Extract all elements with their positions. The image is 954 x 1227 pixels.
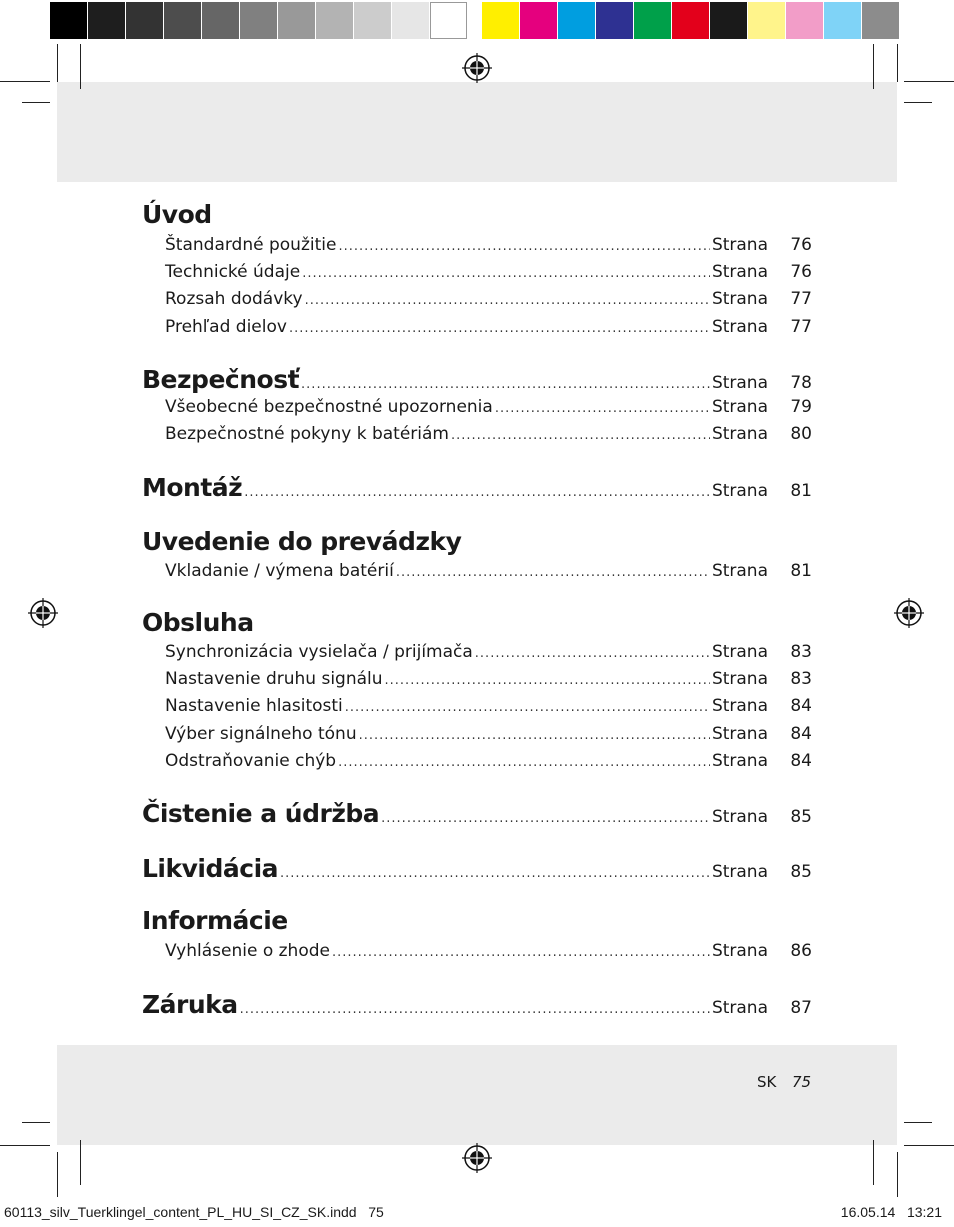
toc-section-heading-title: Informácie — [142, 906, 288, 935]
page-ref: 76 — [790, 235, 812, 255]
registration-mark-icon — [28, 598, 58, 628]
page-label: Strana — [711, 262, 768, 283]
dot-leader — [301, 377, 710, 392]
toc-section-heading — [142, 365, 812, 394]
toc-entry-title: Synchronizácia vysielača / prijímača — [165, 642, 473, 662]
crop-mark — [873, 44, 874, 89]
process-color-bar — [482, 2, 900, 39]
toc-entry — [142, 262, 812, 282]
page-ref: 79 — [790, 397, 812, 417]
toc-entry — [142, 235, 812, 255]
dot-leader — [345, 700, 710, 715]
crop-mark — [873, 1140, 874, 1185]
page-ref: 80 — [790, 424, 812, 445]
bottom-gray-band — [57, 1045, 897, 1145]
dot-leader — [302, 266, 710, 281]
registration-mark-icon — [462, 1143, 492, 1173]
crop-mark — [80, 44, 81, 89]
color-swatch — [672, 2, 709, 39]
toc-section-heading-title: Úvod — [142, 200, 212, 229]
page-ref: 84 — [790, 723, 812, 744]
registration-mark-icon — [462, 53, 492, 83]
toc-section-heading — [142, 473, 812, 502]
crop-mark — [897, 1152, 898, 1197]
toc-entry-title: Výber signálneho tónu — [165, 723, 357, 744]
page-number: 75 — [792, 1073, 812, 1091]
crop-mark — [904, 1145, 954, 1146]
color-swatch — [862, 2, 899, 39]
color-swatch — [748, 2, 785, 39]
toc-section-heading-title: Montáž — [142, 473, 243, 502]
dot-leader — [359, 728, 710, 743]
toc-section-heading-title: Čistenie a údržba — [142, 799, 380, 828]
color-swatch — [482, 2, 519, 39]
dot-leader — [244, 485, 710, 500]
dot-leader — [396, 565, 710, 580]
crop-mark — [57, 1152, 58, 1197]
color-swatch — [126, 2, 163, 39]
language-code: SK — [757, 1073, 777, 1091]
toc-section-heading-title: Likvidácia — [142, 854, 279, 883]
page-ref: 83 — [790, 642, 812, 662]
toc-entry — [142, 317, 812, 337]
toc-entry — [142, 397, 812, 417]
dot-leader — [240, 1002, 710, 1017]
toc-entry — [142, 424, 812, 444]
dot-leader — [495, 401, 710, 416]
dot-leader — [475, 646, 710, 661]
page-label: Strana — [711, 998, 768, 1018]
toc-entry — [142, 696, 812, 716]
page-label: Strana — [711, 397, 768, 417]
page-ref: 84 — [790, 696, 812, 717]
top-gray-band — [57, 82, 897, 182]
toc-section-heading — [142, 608, 812, 637]
page-ref: 81 — [790, 481, 812, 501]
toc-entry-title: Odstraňovanie chýb — [165, 750, 337, 771]
dot-leader — [338, 239, 710, 254]
toc-section-heading — [142, 200, 812, 229]
toc-section-heading-title: Uvedenie do prevádzky — [142, 527, 462, 556]
slug-file-name: 60113_silv_Tuerklingel_content_PL_HU_SI_CZ_SK.indd 75 — [4, 1204, 384, 1220]
grayscale-color-bar — [50, 2, 468, 39]
dot-leader — [305, 293, 710, 308]
registration-mark-icon — [894, 598, 924, 628]
color-swatch — [824, 2, 861, 39]
toc-entry-title: Technické údaje — [165, 262, 301, 283]
page-ref: 87 — [790, 998, 812, 1018]
crop-mark — [904, 102, 932, 103]
color-swatch — [354, 2, 391, 39]
color-swatch — [786, 2, 823, 39]
page-label: Strana — [711, 373, 768, 393]
dot-leader — [289, 321, 710, 336]
toc-section-heading — [142, 906, 812, 935]
page-label: Strana — [711, 696, 768, 717]
crop-mark — [904, 1122, 932, 1123]
page-label: Strana — [711, 750, 768, 771]
page-label: Strana — [711, 561, 768, 581]
page-label: Strana — [711, 862, 768, 882]
page-ref: 85 — [790, 862, 812, 882]
toc-entry — [142, 724, 812, 744]
color-swatch — [596, 2, 633, 39]
page-ref: 84 — [790, 750, 812, 771]
toc-entry-title: Vkladanie / výmena batérií — [165, 561, 394, 581]
toc-entry — [142, 642, 812, 662]
page-label: Strana — [711, 235, 768, 255]
toc-entry — [142, 289, 812, 309]
color-swatch — [558, 2, 595, 39]
toc-entry-title: Všeobecné bezpečnostné upozornenia — [165, 397, 493, 417]
color-swatch — [164, 2, 201, 39]
color-swatch — [430, 2, 467, 39]
color-swatch — [710, 2, 747, 39]
color-swatch — [634, 2, 671, 39]
toc-entry — [142, 669, 812, 689]
toc-section-heading — [142, 854, 812, 883]
page-ref: 78 — [790, 373, 812, 393]
color-swatch — [392, 2, 429, 39]
color-swatch — [50, 2, 87, 39]
crop-mark — [897, 44, 898, 82]
toc-section-heading — [142, 990, 812, 1019]
page-ref: 81 — [790, 561, 812, 581]
toc-entry-title: Nastavenie hlasitosti — [165, 696, 343, 717]
crop-mark — [904, 81, 954, 82]
toc-section-heading-title: Obsluha — [142, 608, 254, 637]
page-label: Strana — [711, 807, 768, 827]
page-label: Strana — [711, 642, 768, 662]
dot-leader — [381, 811, 710, 826]
toc-section-heading-title: Bezpečnosť — [142, 365, 300, 394]
dot-leader — [338, 755, 710, 770]
toc-section-heading-title: Záruka — [142, 990, 238, 1019]
crop-mark — [80, 1140, 81, 1185]
color-swatch — [278, 2, 315, 39]
page-label: Strana — [711, 941, 768, 961]
slug-date: 16.05.14 13:21 — [840, 1204, 942, 1220]
dot-leader — [332, 945, 710, 960]
page-label: Strana — [711, 669, 768, 690]
toc-entry-title: Prehľad dielov — [165, 316, 287, 337]
page-label: Strana — [711, 723, 768, 744]
toc-entry-title: Štandardné použitie — [165, 235, 337, 255]
page-ref: 83 — [790, 669, 812, 690]
toc-entry — [142, 941, 812, 961]
crop-mark — [57, 44, 58, 82]
dot-leader — [385, 673, 710, 688]
dot-leader — [280, 866, 710, 881]
toc-entry-title: Vyhlásenie o zhode — [165, 941, 330, 961]
color-swatch — [88, 2, 125, 39]
toc-entry-title: Nastavenie druhu signálu — [165, 669, 383, 690]
page-label: Strana — [711, 316, 768, 337]
color-swatch — [202, 2, 239, 39]
page-ref: 85 — [790, 807, 812, 827]
page-ref: 77 — [790, 316, 812, 337]
toc-section-heading — [142, 527, 812, 556]
color-swatch — [316, 2, 353, 39]
page-label: Strana — [711, 424, 768, 445]
page-label: Strana — [711, 481, 768, 501]
toc-entry — [142, 561, 812, 581]
toc-entry-title: Rozsah dodávky — [165, 289, 303, 310]
toc-entry-title: Bezpečnostné pokyny k batériám — [165, 424, 449, 445]
crop-mark — [22, 102, 50, 103]
crop-mark — [0, 1145, 50, 1146]
page-ref: 86 — [790, 941, 812, 961]
color-swatch — [240, 2, 277, 39]
crop-mark — [0, 81, 50, 82]
page-label: Strana — [711, 289, 768, 310]
toc-entry — [142, 751, 812, 771]
page-ref: 77 — [790, 289, 812, 310]
dot-leader — [451, 428, 710, 443]
page-ref: 76 — [790, 262, 812, 283]
toc-section-heading — [142, 799, 812, 828]
color-swatch — [520, 2, 557, 39]
crop-mark — [22, 1122, 50, 1123]
